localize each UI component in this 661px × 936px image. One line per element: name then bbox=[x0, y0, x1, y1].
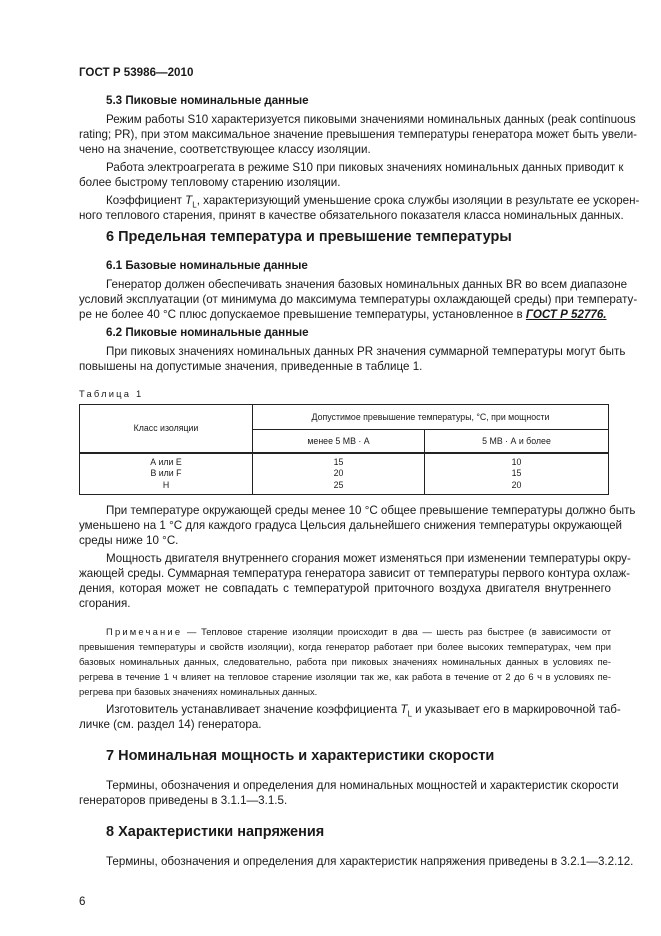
text-line: дения, которая может не совпадать с температурой приточного воздуха двигателя внутреннего bbox=[79, 582, 611, 595]
text-line: среды ниже 10 °С. bbox=[79, 534, 179, 547]
table-row bbox=[80, 453, 609, 495]
text: — Тепловое старение изоляции происходит в два — шесть раз быстрее (в зависимости от bbox=[182, 626, 611, 637]
class-cell: А или Е В или F Н bbox=[80, 453, 253, 495]
text-line: Генератор должен обеспечивать значения базовых номинальных данных BR во всем диапазоне bbox=[106, 278, 628, 291]
note-line: регрева в течение 1 ч влияет на тепловое старение изоляции так же, как работа в течение от 2 до 6 ч в условиях пе- bbox=[79, 671, 611, 682]
text: ре не более 40 °С плюс допускаемое превышение температуры, установленное в bbox=[79, 308, 526, 321]
col-header-class: Класс изоляции bbox=[80, 405, 253, 453]
section-6-2-title: 6.2 Пиковые номинальные данные bbox=[106, 326, 309, 339]
symbol: T bbox=[185, 194, 193, 207]
text: и указывает его в маркировочной таб- bbox=[411, 703, 621, 716]
note-label: Примечание bbox=[106, 626, 183, 637]
text: , характеризующий уменьшение срока службы изоляции в результате ее ускорен- bbox=[196, 194, 640, 207]
text-line: личке (см. раздел 14) генератора. bbox=[79, 718, 262, 731]
text: Коэффициент bbox=[106, 194, 186, 207]
text-line: Термины, обозначения и определения для номинальных мощностей и характеристик скорости bbox=[106, 779, 619, 792]
symbol: T bbox=[400, 703, 408, 716]
note-line: базовых номинальных данных, следовательно, работа при пиковых значениях номинальных данных в условиях пе- bbox=[79, 656, 611, 667]
more-5-cell: 10 15 20 bbox=[425, 453, 609, 495]
text-line: Термины, обозначения и определения для характеристик напряжения приведены в 3.2.1—3.2.12. bbox=[106, 855, 634, 868]
text-line: Мощность двигателя внутреннего сгорания может изменяться при изменении температуры окру- bbox=[106, 552, 631, 565]
col-header-group: Допустимое превышение температуры, °С, при мощности bbox=[253, 405, 609, 430]
subscript: L bbox=[192, 200, 197, 210]
text-line: генераторов приведены в 3.1.1—3.1.5. bbox=[79, 794, 288, 807]
text-line: уменьшено на 1 °С для каждого градуса Цельсия дальнейшего снижения температуры окружающей bbox=[79, 519, 623, 532]
text-line: При температуре окружающей среды менее 10 °С общее превышение температуры должно быть bbox=[106, 504, 636, 517]
section-5-3-title: 5.3 Пиковые номинальные данные bbox=[106, 94, 309, 107]
note-line bbox=[106, 626, 611, 638]
section-6-1-title: 6.1 Базовые номинальные данные bbox=[106, 259, 308, 272]
table-caption: Таблица 1 bbox=[79, 388, 144, 399]
text-line: При пиковых значениях номинальных данных PR значения суммарной температуры могут быть bbox=[106, 345, 626, 358]
text-line bbox=[79, 308, 611, 322]
section-6-title: 6 Предельная температура и превышение температуры bbox=[106, 229, 512, 245]
page-number: 6 bbox=[79, 895, 86, 908]
gost-link[interactable]: ГОСТ Р 52776. bbox=[525, 308, 607, 321]
less-5-cell: 15 20 25 bbox=[253, 453, 425, 495]
text-line: rating; PR), при этом максимальное значение превышения температуры генератора может быть увели- bbox=[79, 128, 638, 141]
text-line: Работа электроагрегата в режиме S10 при пиковых значениях номинальных данных приводит к bbox=[106, 161, 624, 174]
document-header: ГОСТ Р 53986—2010 bbox=[79, 66, 194, 79]
text-line: Режим работы S10 характеризуется пиковыми значениями номинальных данных (peak continuous bbox=[106, 113, 636, 126]
subscript: L bbox=[407, 709, 412, 719]
col-header-less-5: менее 5 МВ · А bbox=[253, 430, 425, 453]
text-line: сгорания. bbox=[79, 597, 131, 610]
insulation-class-table bbox=[79, 404, 609, 495]
text: Изготовитель устанавливает значение коэффициента bbox=[106, 703, 401, 716]
text-line: жающей среды. Суммарная температура генератора зависит от температуры первого контура охлаж- bbox=[79, 567, 631, 580]
text-line: повышены на допустимые значения, приведенные в таблице 1. bbox=[79, 360, 423, 373]
text-line: условий эксплуатации (от минимума до максимума температуры охлаждающей среды) при температу- bbox=[79, 293, 638, 306]
text-line: чено на значение, соответствующее классу изоляции. bbox=[79, 143, 371, 156]
col-header-5-more: 5 МВ · А и более bbox=[425, 430, 609, 453]
section-7-title: 7 Номинальная мощность и характеристики скорости bbox=[106, 748, 495, 764]
text-line: ного теплового старения, принят в качестве обязательного показателя класса номинальных данных. bbox=[79, 209, 624, 222]
note-line: превышения температуры и свойств изоляции), когда генератор работает при более высоких температурах, чем при bbox=[79, 641, 611, 652]
section-8-title: 8 Характеристики напряжения bbox=[106, 824, 325, 840]
text-line: более быстрому тепловому старению изоляции. bbox=[79, 176, 341, 189]
note-line: регрева при базовых значениях номинальных данных. bbox=[79, 686, 318, 697]
